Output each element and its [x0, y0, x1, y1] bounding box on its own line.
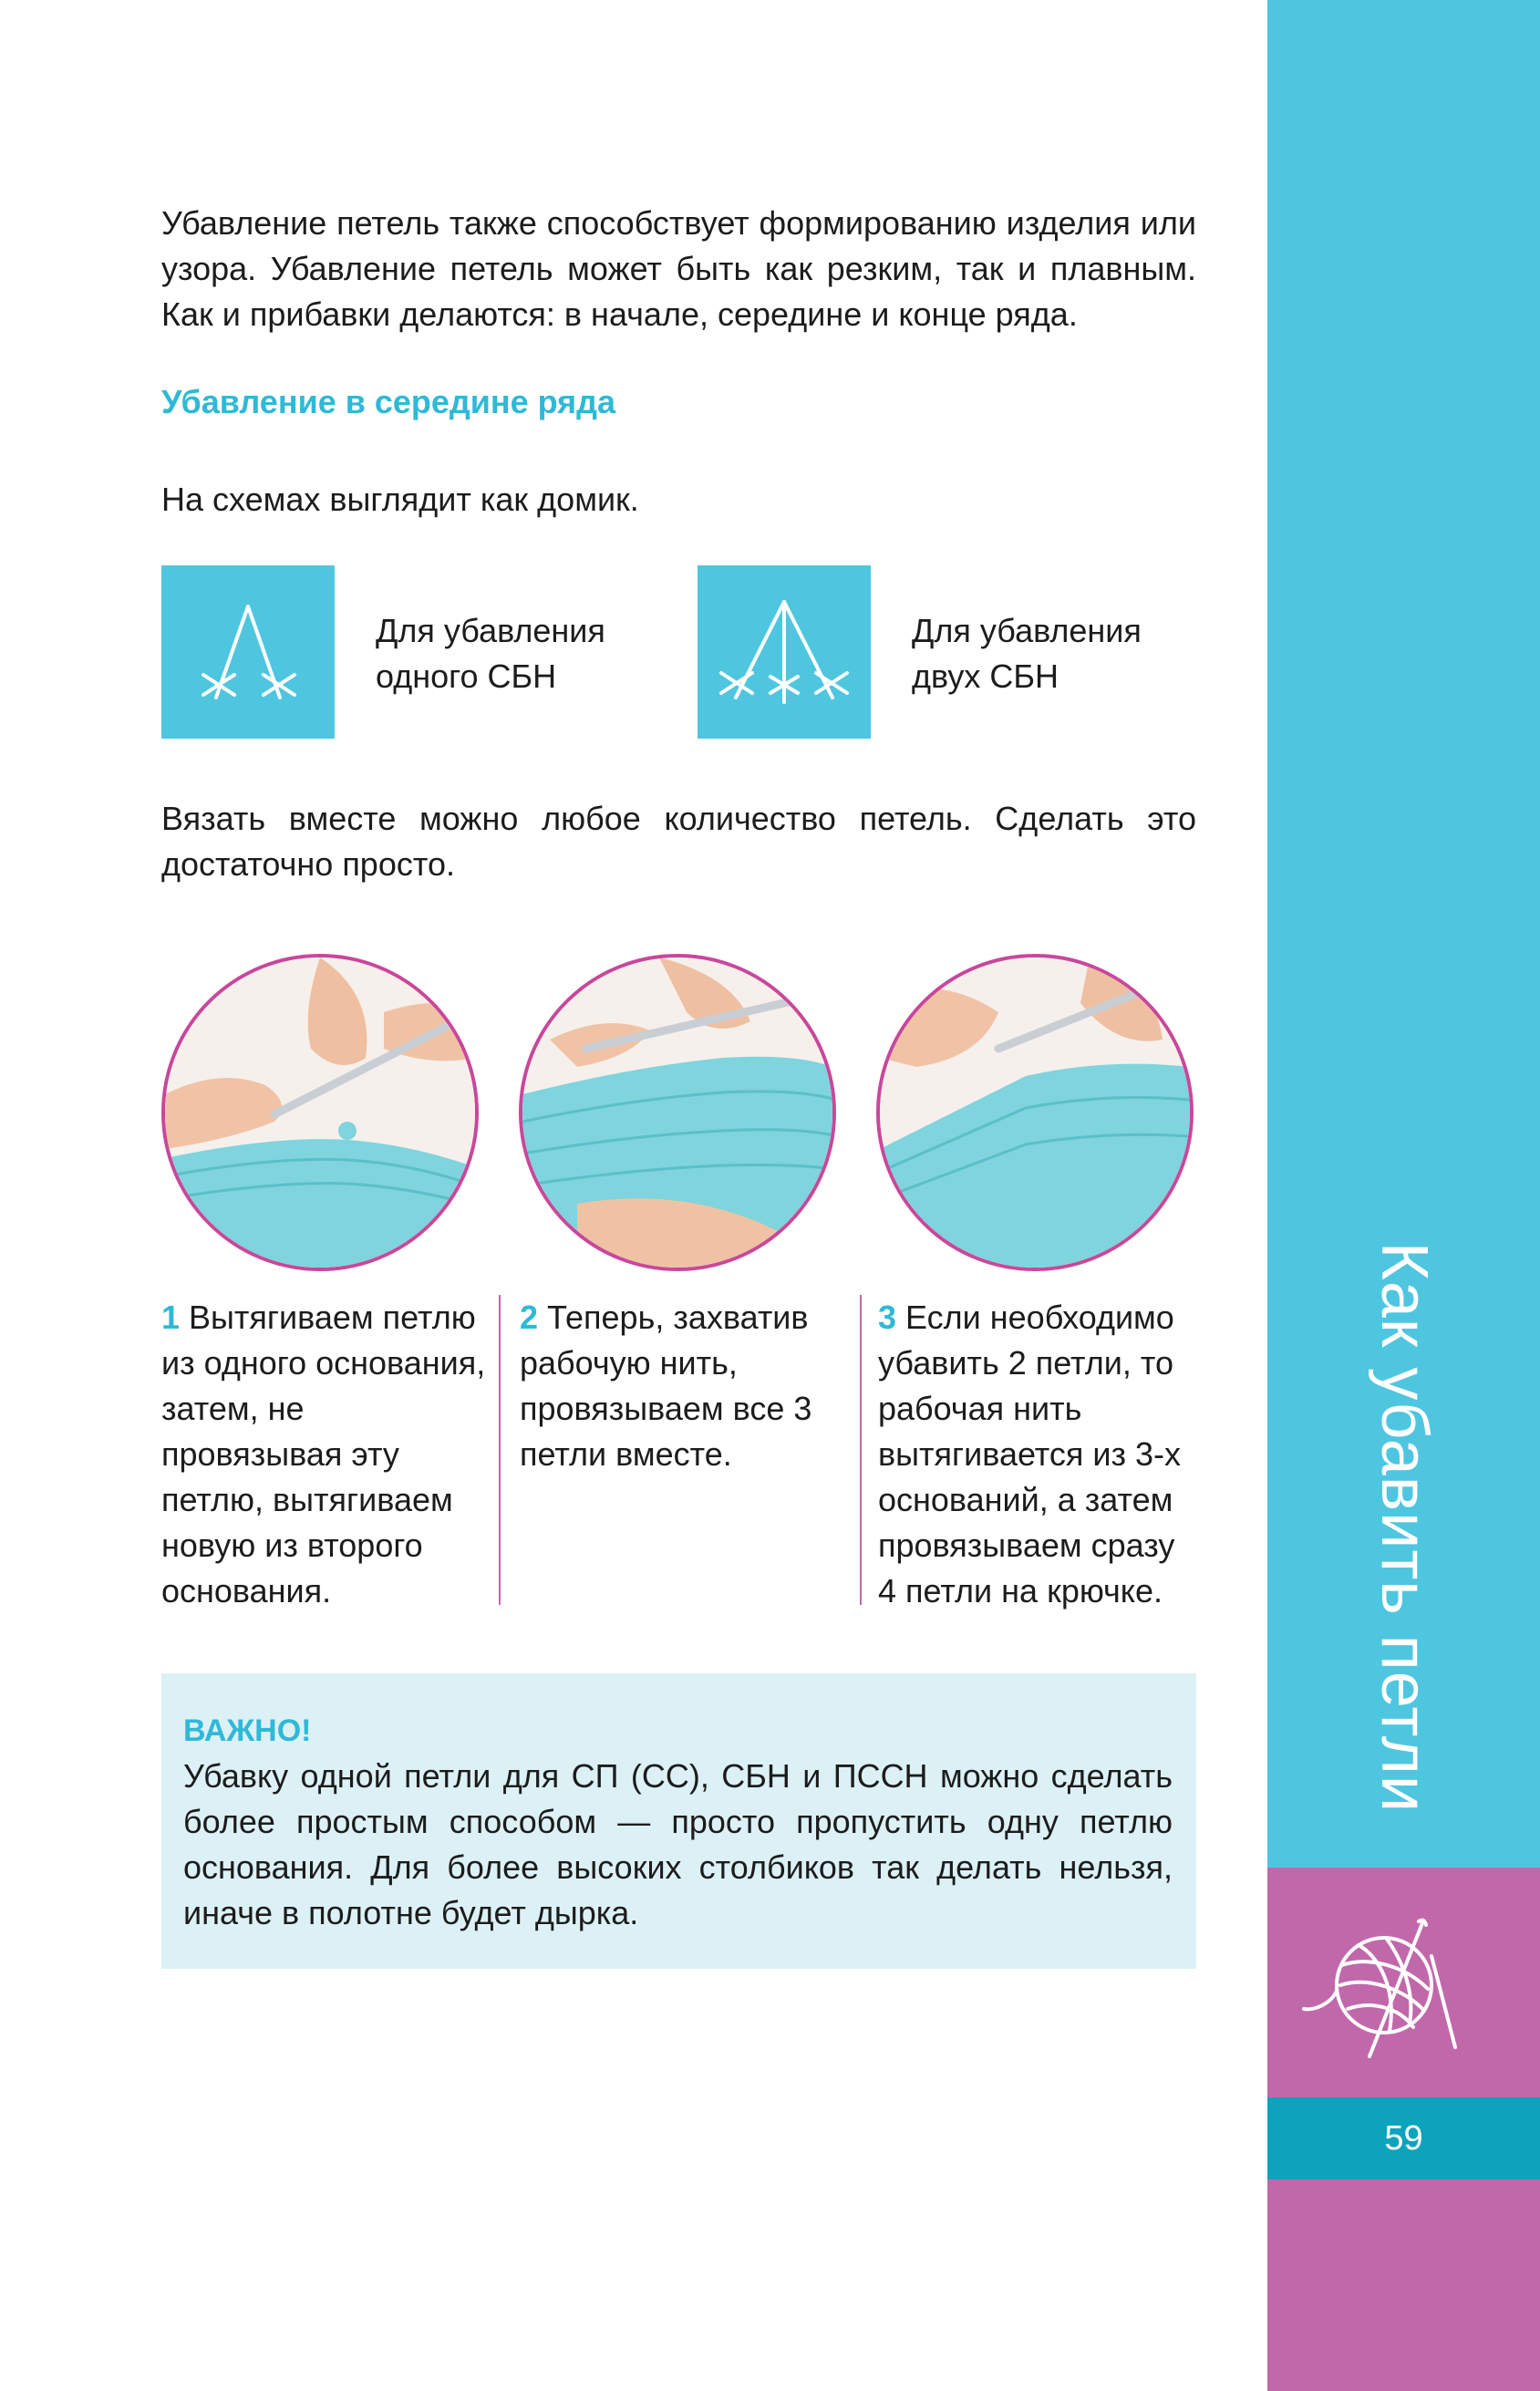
step-number: 2 [520, 1299, 539, 1336]
sidebar-bottom [1267, 2179, 1540, 2391]
section-lead: На схемах выглядит как домик. [161, 481, 639, 518]
decrease-one-sc-icon [161, 565, 335, 739]
crochet-photo-1 [165, 957, 475, 1268]
important-heading: ВАЖНО! [183, 1713, 312, 1748]
page-number: 59 [1384, 2118, 1423, 2158]
decrease-one-sc-symbol [161, 565, 335, 739]
decrease-two-sc-symbol [698, 565, 871, 739]
section-heading: Убавление в середине ряда [161, 383, 616, 420]
step-description: Если необходимо убавить 2 петли, то рабочая нить вытягивается из 3-х оснований, а затем провязываем сразу 4 петли на крючке. [878, 1299, 1181, 1610]
step-1-text [161, 1295, 490, 1614]
decrease-two-sc-icon [698, 565, 871, 739]
intro-paragraph: Убавление петель также способствует формированию изделия или узора. Убавление петель может быть как резким, так и плавным. Как и прибавки делаются: в начале, середине и конце ряда. [161, 204, 1196, 333]
note-paragraph: Вязать вместе можно любое количество петель. Сделать это достаточно просто. [161, 800, 1196, 883]
step-2-photo [519, 954, 836, 1271]
step-1-photo [161, 954, 479, 1271]
step-description: Теперь, захватив рабочую нить, провязываем все 3 петли вместе. [520, 1299, 812, 1473]
symbol-label-two: Для убавления двух СБН [912, 612, 1142, 695]
step-number: 3 [878, 1299, 897, 1336]
step-number: 1 [161, 1299, 181, 1336]
important-text: Убавку одной петли для СП (СС), СБН и ПССН можно сделать более простым способом — просто пропустить одну петлю основания. Для более высоких столбиков так делать нельзя, иначе в полотне будет дырка. [183, 1757, 1173, 1931]
step-description: Вытягиваем петлю из одного основания, затем, не провязывая эту петлю, вытягиваем новую из второго основания. [161, 1299, 486, 1610]
sidebar-title: Как убавить петли [1368, 1241, 1441, 1814]
symbol-label-one: Для убавления одного СБН [376, 612, 605, 695]
step-3-text [878, 1295, 1188, 1614]
step-2-text [520, 1295, 830, 1477]
divider-line [860, 1295, 862, 1605]
divider-line [499, 1295, 501, 1605]
crochet-photo-3 [880, 957, 1190, 1268]
important-box [161, 1673, 1196, 1969]
step-3-photo [876, 954, 1194, 1271]
crochet-photo-2 [522, 957, 832, 1268]
yarn-ball-crochet-hook-icon [1295, 1901, 1468, 2075]
